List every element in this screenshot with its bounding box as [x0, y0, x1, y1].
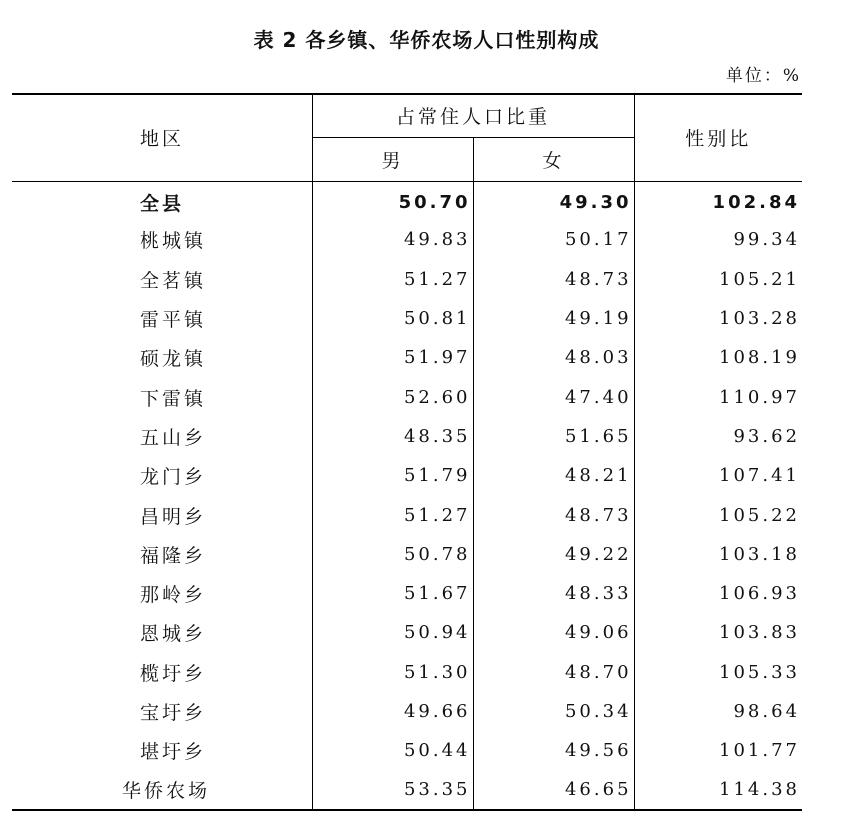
- female-share-cell: 47.40: [473, 377, 634, 416]
- sex-ratio-cell: 102.84: [712, 191, 801, 213]
- region-cell: 雷平镇: [12, 299, 312, 338]
- male-share-cell: 50.81: [312, 299, 473, 338]
- unit-label: 单位：%: [725, 66, 801, 86]
- female-share-cell: 48.70: [473, 653, 634, 692]
- table-row: [12, 770, 802, 809]
- region-cell: 榄圩乡: [12, 653, 312, 692]
- region-cell: 福隆乡: [12, 535, 312, 574]
- table-row: [12, 338, 802, 377]
- male-share-cell: 51.97: [312, 338, 473, 377]
- region-cell: 下雷镇: [12, 377, 312, 416]
- female-share-cell: 51.65: [473, 417, 634, 456]
- female-share-cell: 49.06: [473, 613, 634, 652]
- sex-ratio-cell: 107.41: [719, 465, 801, 487]
- table-row: [12, 417, 802, 456]
- region-cell: 桃城镇: [12, 220, 312, 259]
- female-share-cell: 46.65: [473, 770, 634, 809]
- female-share-cell: 48.03: [473, 338, 634, 377]
- female-share-cell: 48.33: [473, 574, 634, 613]
- sex-ratio-cell: 98.64: [733, 701, 801, 722]
- male-share-cell: 51.27: [312, 260, 473, 299]
- sex-ratio-cell: 108.19: [719, 347, 801, 369]
- region-cell: 昌明乡: [12, 495, 312, 534]
- female-share-cell: 49.56: [473, 731, 634, 770]
- sex-ratio-cell: 93.62: [733, 425, 801, 447]
- table-row: [12, 574, 802, 613]
- header-share-group: 占常住人口比重: [312, 94, 634, 137]
- table-row: [12, 299, 802, 338]
- sex-ratio-cell: 105.33: [719, 661, 801, 683]
- table-row: [12, 456, 802, 495]
- female-share-cell: 49.19: [473, 299, 634, 338]
- female-share-cell: 48.21: [473, 456, 634, 495]
- female-share-cell: 49.22: [473, 535, 634, 574]
- header-female: 女: [473, 137, 634, 181]
- table-body: [12, 181, 802, 810]
- male-share-cell: 50.78: [312, 535, 473, 574]
- male-share-cell: 52.60: [312, 377, 473, 416]
- sex-ratio-cell: 114.38: [719, 779, 801, 801]
- region-cell: 全茗镇: [12, 260, 312, 299]
- sex-ratio-cell: 105.22: [719, 504, 801, 526]
- region-cell: 全县: [12, 181, 312, 220]
- population-sex-table: [12, 93, 802, 811]
- male-share-cell: 50.70: [312, 181, 473, 220]
- table-row: [12, 377, 802, 416]
- male-share-cell: 51.67: [312, 574, 473, 613]
- table-row: [12, 653, 802, 692]
- header-sex-ratio: 性别比: [634, 94, 802, 181]
- table-row: [12, 535, 802, 574]
- male-share-cell: 51.27: [312, 495, 473, 534]
- region-cell: 硕龙镇: [12, 338, 312, 377]
- header-region: 地区: [12, 94, 312, 181]
- region-cell: 恩城乡: [12, 613, 312, 652]
- sex-ratio-cell: 110.97: [719, 386, 801, 408]
- female-share-cell: 48.73: [473, 495, 634, 534]
- male-share-cell: 49.66: [312, 692, 473, 731]
- table-row: [12, 260, 802, 299]
- female-share-cell: 49.30: [473, 181, 634, 220]
- male-share-cell: 50.94: [312, 613, 473, 652]
- sex-ratio-cell: 105.21: [719, 268, 801, 290]
- sex-ratio-cell: 99.34: [733, 229, 801, 251]
- male-share-cell: 51.30: [312, 653, 473, 692]
- region-cell: 堪圩乡: [12, 731, 312, 770]
- male-share-cell: 48.35: [312, 417, 473, 456]
- sex-ratio-cell: 101.77: [719, 740, 801, 762]
- female-share-cell: 50.34: [473, 692, 634, 731]
- table-row: [12, 692, 802, 731]
- table-row: [12, 613, 802, 652]
- male-share-cell: 50.44: [312, 731, 473, 770]
- table-row: [12, 220, 802, 259]
- sex-ratio-cell: 103.83: [719, 622, 801, 644]
- female-share-cell: 48.73: [473, 260, 634, 299]
- table-row: [12, 495, 802, 534]
- male-share-cell: 49.83: [312, 220, 473, 259]
- region-cell: 宝圩乡: [12, 692, 312, 731]
- female-share-cell: 50.17: [473, 220, 634, 259]
- sex-ratio-cell: 103.18: [719, 543, 801, 565]
- table-title: 表 2 各乡镇、华侨农场人口性别构成: [253, 28, 600, 52]
- sex-ratio-cell: 103.28: [719, 308, 801, 330]
- region-cell: 龙门乡: [12, 456, 312, 495]
- header-male: 男: [312, 137, 473, 181]
- region-cell: 五山乡: [12, 417, 312, 456]
- region-cell: 那岭乡: [12, 574, 312, 613]
- sex-ratio-cell: 106.93: [719, 583, 801, 605]
- region-cell: 华侨农场: [12, 770, 312, 809]
- male-share-cell: 51.79: [312, 456, 473, 495]
- male-share-cell: 53.35: [312, 770, 473, 809]
- table-row: [12, 731, 802, 770]
- table-row: [12, 181, 802, 220]
